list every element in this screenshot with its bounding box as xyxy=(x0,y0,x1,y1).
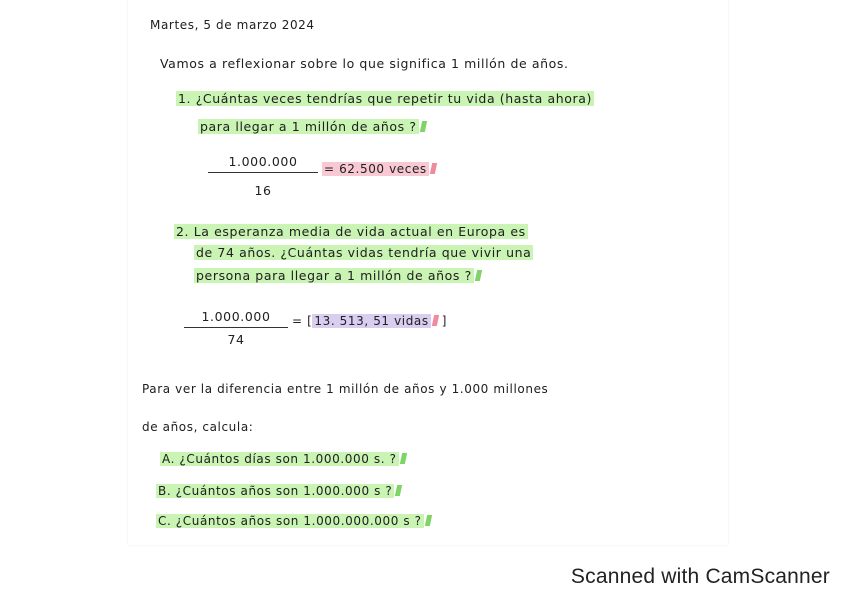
green-check-mark xyxy=(399,453,406,464)
pink-check-mark xyxy=(432,315,439,326)
q2-line2-text: de 74 años. ¿Cuántas vidas tendría que vivir una xyxy=(196,245,532,260)
q1-result xyxy=(322,162,436,176)
q2-line1-text: 2. La esperanza media de vida actual en Europa es xyxy=(176,224,526,239)
item-b xyxy=(156,484,401,498)
fraction-bar xyxy=(208,172,318,173)
item-b-text: B. ¿Cuántos años son 1.000.000 s ? xyxy=(158,484,393,498)
item-a xyxy=(160,452,406,466)
green-check-mark xyxy=(475,270,482,281)
q1-fraction xyxy=(208,154,318,198)
green-check-mark xyxy=(419,121,426,132)
q2-fraction xyxy=(184,309,288,347)
q1-line2-text: para llegar a 1 millón de años ? xyxy=(200,119,417,134)
item-a-text: A. ¿Cuántos días son 1.000.000 s. ? xyxy=(162,452,397,466)
green-check-mark xyxy=(395,485,402,496)
section2-line2: de años, calcula: xyxy=(142,420,254,434)
q1-line1-text: 1. ¿Cuántas veces tendrías que repetir tu vida (hasta ahora) xyxy=(178,91,592,106)
q1-result-text: = 62.500 veces xyxy=(324,162,427,176)
q2-result-open: = [ xyxy=(292,314,313,328)
q2-line2 xyxy=(194,245,533,260)
item-c-text: C. ¿Cuántos años son 1.000.000.000 s ? xyxy=(158,514,422,528)
section2-line1: Para ver la diferencia entre 1 millón de años y 1.000 millones xyxy=(142,382,549,396)
q2-line3-text: persona para llegar a 1 millón de años ? xyxy=(196,268,472,283)
item-c xyxy=(156,514,431,528)
date-line: Martes, 5 de marzo 2024 xyxy=(150,18,315,32)
camscanner-watermark: Scanned with CamScanner xyxy=(570,565,830,588)
green-check-mark xyxy=(424,515,431,526)
q1-line2 xyxy=(198,119,426,134)
q2-result xyxy=(292,314,447,328)
q2-numerator: 1.000.000 xyxy=(201,309,271,324)
fraction-bar xyxy=(184,327,288,328)
q2-result-close: ] xyxy=(441,314,448,328)
scanned-page xyxy=(128,0,728,545)
q1-denominator: 16 xyxy=(254,183,272,198)
q2-denominator: 74 xyxy=(227,332,245,347)
q1-numerator: 1.000.000 xyxy=(228,154,298,169)
intro-line: Vamos a reflexionar sobre lo que significa 1 millón de años. xyxy=(160,56,569,71)
q1-line1 xyxy=(176,91,594,106)
pink-check-mark xyxy=(430,163,437,174)
q2-result-text: 13. 513, 51 vidas xyxy=(314,314,429,328)
q2-line1 xyxy=(174,224,528,239)
q2-line3 xyxy=(194,268,481,283)
